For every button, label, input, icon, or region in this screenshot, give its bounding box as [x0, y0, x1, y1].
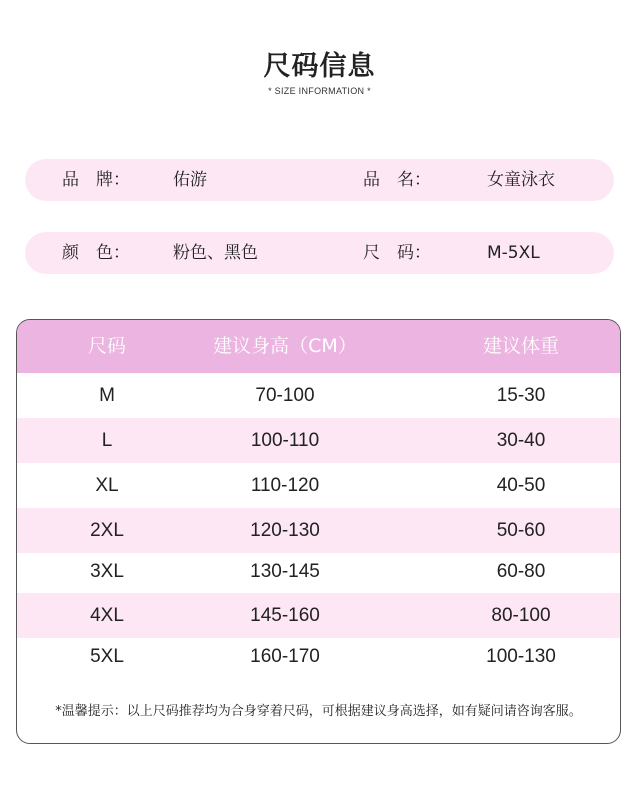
- cell-size: 2XL: [90, 520, 124, 541]
- info-row-brand-name: [25, 159, 614, 201]
- table-header: [17, 320, 620, 373]
- cell-size: XL: [95, 475, 119, 496]
- size-label: 尺 码：: [363, 243, 431, 263]
- cell-height: 110-120: [250, 475, 320, 496]
- cell-size: M: [99, 385, 115, 406]
- table-row: [17, 463, 620, 508]
- cell-size: 5XL: [90, 646, 124, 667]
- size-value: M-5XL: [487, 243, 540, 263]
- cell-height: 160-170: [250, 646, 320, 667]
- cell-weight: 15-30: [496, 385, 546, 406]
- table-row: [17, 593, 620, 638]
- table-row: [17, 634, 620, 679]
- cell-height: 145-160: [250, 605, 320, 626]
- header-height: 建议身高（CM）: [213, 335, 357, 357]
- product-name-label: 品 名：: [363, 170, 431, 190]
- brand-value: 佑游: [173, 170, 207, 190]
- cell-height: 100-110: [250, 430, 320, 451]
- header-weight: 建议体重: [482, 335, 559, 357]
- product-name-value: 女童泳衣: [487, 170, 555, 190]
- page-title: 尺码信息: [263, 51, 376, 82]
- color-label: 颜 色：: [62, 243, 130, 263]
- cell-height: 130-145: [250, 561, 320, 582]
- table-row: [17, 373, 620, 418]
- header-size: 尺码: [87, 335, 126, 357]
- cell-weight: 80-100: [491, 605, 551, 626]
- cell-height: 120-130: [250, 520, 320, 541]
- cell-weight: 100-130: [486, 646, 556, 667]
- size-note: *温馨提示：以上尺码推荐均为合身穿着尺码，可根据建议身高选择，如有疑问请咨询客服。: [55, 704, 582, 719]
- cell-weight: 60-80: [496, 561, 546, 582]
- table-row: [17, 508, 620, 553]
- table-row: [17, 549, 620, 594]
- color-value: 粉色、黑色: [173, 243, 258, 263]
- cell-height: 70-100: [255, 385, 315, 406]
- cell-size: 3XL: [90, 561, 124, 582]
- brand-label: 品 牌：: [62, 170, 130, 190]
- cell-size: L: [101, 430, 113, 451]
- cell-size: 4XL: [90, 605, 124, 626]
- size-table: [16, 319, 621, 744]
- cell-weight: 30-40: [496, 430, 546, 451]
- page-subtitle: * SIZE INFORMATION *: [268, 86, 371, 96]
- info-row-color-size: [25, 232, 614, 274]
- cell-weight: 50-60: [496, 520, 546, 541]
- cell-weight: 40-50: [496, 475, 546, 496]
- table-row: [17, 418, 620, 463]
